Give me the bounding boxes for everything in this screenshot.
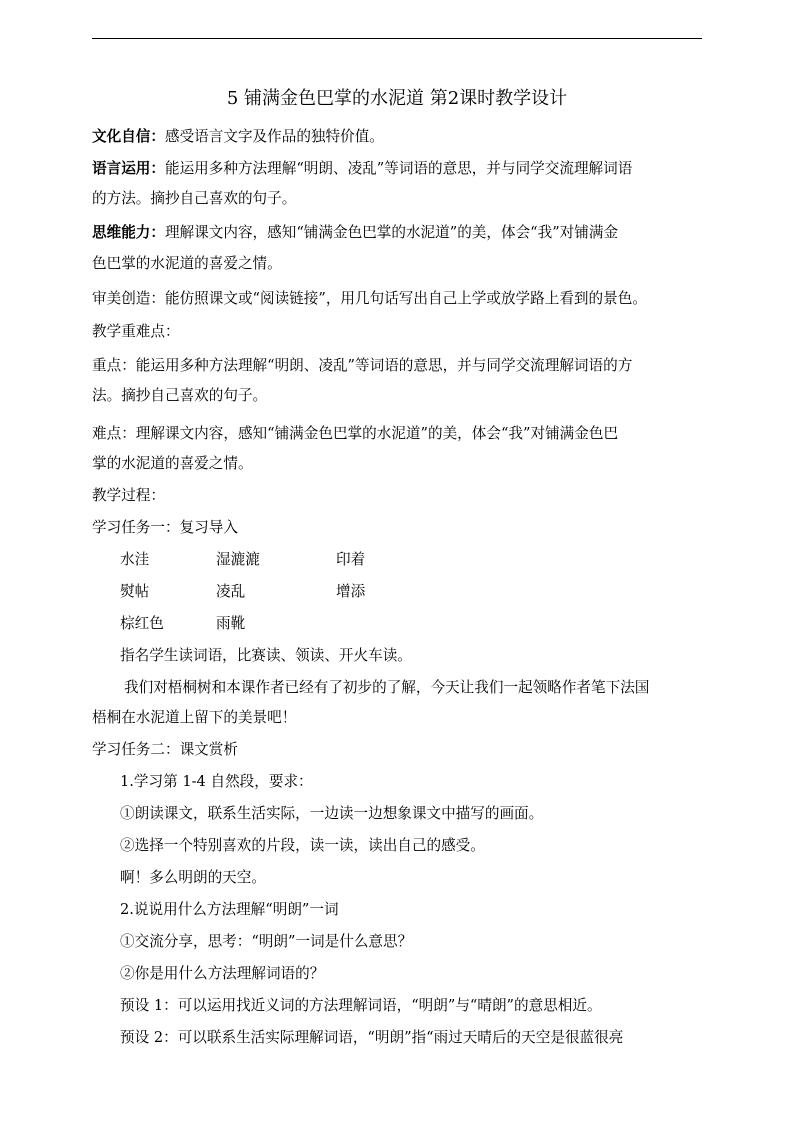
goal-culture-text: 感受语言文字及作品的独特价值。 [164, 128, 384, 145]
step1-quote: 啊！多么明朗的天空。 [120, 869, 266, 886]
vocab-word: 湿漉漉 [216, 551, 260, 568]
goal-aesthetic: 审美创造：能仿照课文或“阅读链接”，用几句话写出自己上学或放学路上看到的景色。 [92, 290, 647, 307]
task1-heading: 学习任务一：复习导入 [92, 519, 238, 536]
preset-1: 预设 1：可以运用找近义词的方法理解词语，“明朗”与“晴朗”的意思相近。 [120, 997, 602, 1014]
difficult-point-line-2: 掌的水泥道的喜爱之情。 [92, 455, 253, 472]
goal-thinking-label: 思维能力： [92, 224, 165, 241]
vocab-word: 印着 [336, 551, 366, 568]
goal-thinking-text-1: 理解课文内容，感知“铺满金色巴掌的水泥道”的美，体会“我”对铺满金 [164, 224, 619, 241]
vocab-word: 雨靴 [216, 615, 246, 632]
goal-language-text-1: 能运用多种方法理解“明朗、凌乱”等词语的意思，并与同学交流理解词语 [164, 160, 633, 177]
difficult-point-line-1: 难点：理解课文内容，感知“铺满金色巴掌的水泥道”的美，体会“我”对铺满金色巴 [92, 425, 619, 442]
document-title: 5 铺满金色巴掌的水泥道 第2课时教学设计 [226, 88, 568, 109]
goal-thinking-text-2: 色巴掌的水泥道的喜爱之情。 [92, 255, 282, 272]
vocab-word: 增添 [336, 583, 366, 600]
vocab-word: 水洼 [120, 551, 150, 568]
key-point-line-2: 法。摘抄自己喜欢的句子。 [92, 387, 268, 404]
process-heading: 教学过程： [92, 487, 165, 504]
task1-intro-line-2: 梧桐在水泥道上留下的美景吧！ [92, 709, 297, 726]
goal-language-label: 语言运用： [92, 160, 165, 177]
step2-item-b: ②你是用什么方法理解词语的？ [120, 965, 325, 982]
key-point-line-1: 重点：能运用多种方法理解“明朗、凌乱”等词语的意思，并与同学交流理解词语的方 [92, 357, 633, 374]
key-difficult-heading: 教学重难点： [92, 323, 180, 340]
step1-item-a: ①朗读课文，联系生活实际，一边读一边想象课文中描写的画面。 [120, 805, 544, 822]
step2-heading: 2.说说用什么方法理解“明朗”一词 [120, 901, 339, 918]
vocab-word: 棕红色 [120, 615, 164, 632]
vocab-word: 熨帖 [120, 583, 150, 600]
step2-item-a: ①交流分享，思考：“明朗”一词是什么意思？ [120, 933, 413, 950]
step1-heading: 1.学习第 1-4 自然段，要求： [120, 773, 313, 790]
task2-heading: 学习任务二：课文赏析 [92, 741, 238, 758]
vocab-word: 凌乱 [216, 583, 246, 600]
preset-2: 预设 2：可以联系生活实际理解词语，“明朗”指“雨过天晴后的天空是很蓝很亮 [120, 1029, 624, 1046]
goal-language [92, 159, 632, 179]
task1-read-instruction: 指名学生读词语，比赛读、领读、开火车读。 [120, 647, 412, 664]
goal-language-text-2: 的方法。摘抄自己喜欢的句子。 [92, 190, 297, 207]
goal-thinking [92, 223, 618, 243]
task1-intro-line-1: 我们对梧桐树和本课作者已经有了初步的了解，今天让我们一起领略作者笔下法国 [124, 679, 650, 696]
goal-culture-label: 文化自信： [92, 128, 165, 145]
step1-item-b: ②选择一个特别喜欢的片段，读一读，读出自己的感受。 [120, 837, 485, 854]
goal-culture [92, 127, 384, 147]
header-rule [92, 38, 702, 39]
